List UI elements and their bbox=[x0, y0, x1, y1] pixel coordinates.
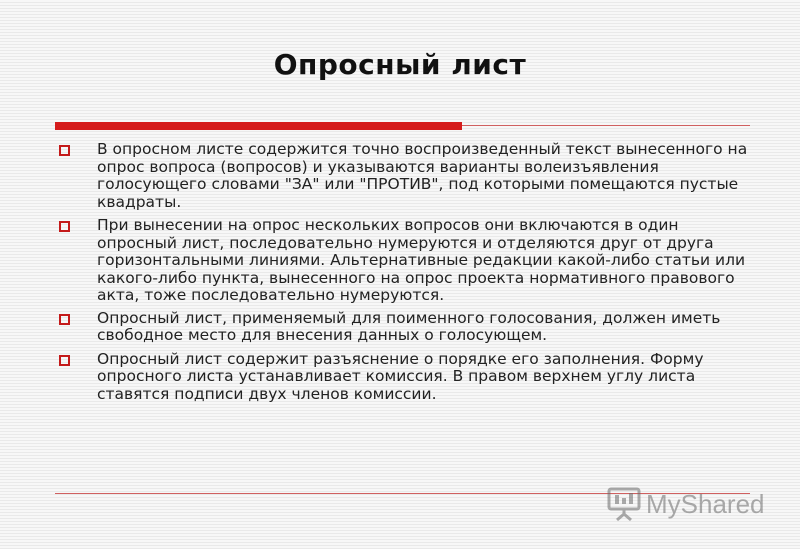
bullet-text: Опросный лист содержит разъяснение о порядке его заполнения. Форму опросного листа устанавливает комиссия. В правом верхнем углу листа ставятся подписи двух членов комиссии. bbox=[97, 349, 704, 403]
bullet-text: Опросный лист, применяемый для поименного голосования, должен иметь свободное место для внесения данных о голосующем. bbox=[97, 308, 721, 344]
bullet-list bbox=[57, 141, 757, 409]
title-accent-bar bbox=[55, 122, 462, 130]
bullet-item bbox=[57, 351, 757, 404]
bullet-item bbox=[57, 141, 757, 211]
watermark-text: MyShared bbox=[646, 488, 765, 519]
bullet-item bbox=[57, 217, 757, 305]
square-bullet-icon bbox=[59, 314, 70, 325]
square-bullet-icon bbox=[59, 355, 70, 366]
bullet-text: В опросном листе содержится точно воспроизведенный текст вынесенного на опрос вопроса (вопросов) и указываются варианты волеизъявления голосующего словами "ЗА" или "ПРОТИВ", под которыми помещаются пустые квадраты. bbox=[97, 140, 748, 211]
square-bullet-icon bbox=[59, 221, 70, 232]
watermark-logo bbox=[606, 484, 765, 524]
bullet-item bbox=[57, 310, 757, 345]
presentation-board-icon bbox=[606, 486, 642, 522]
slide-title: Опросный лист bbox=[273, 48, 527, 81]
bullet-text: При вынесении на опрос нескольких вопросов они включаются в один опросный лист, последовательно нумеруются и отделяются друг от друга горизонтальными линиями. Альтернативные редакции какой-либо статьи или какого-либо пункта, вынесенного на опрос проекта нормативного правового акта, тоже последовательно нумеруются. bbox=[97, 216, 746, 304]
square-bullet-icon bbox=[59, 145, 70, 156]
